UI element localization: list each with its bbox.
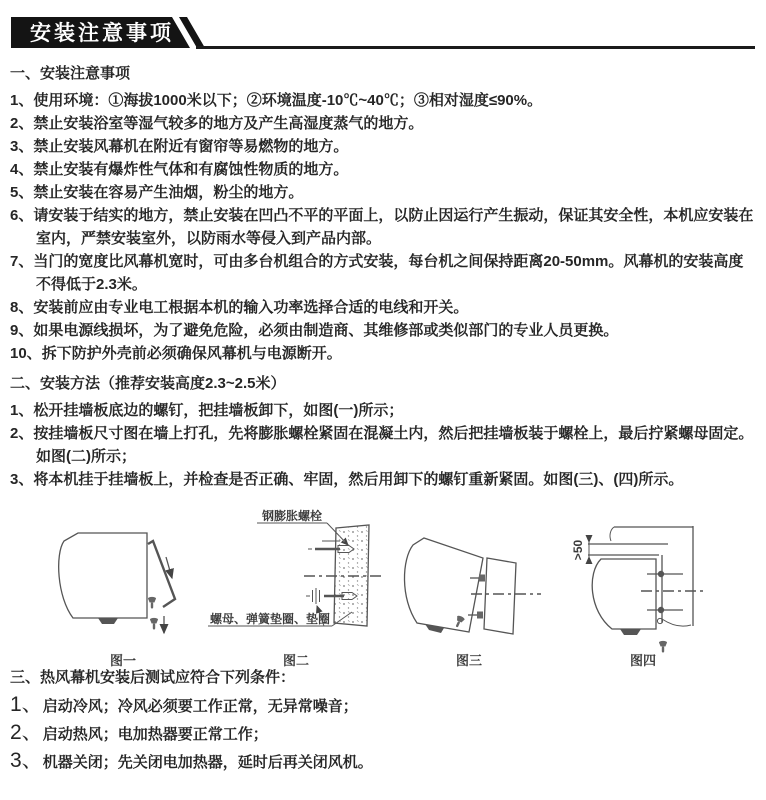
item-text: 按挂墙板尺寸图在墙上打孔，先将膨胀螺栓紧固在混凝土内，然后把挂墙板装于螺栓上，最后拧紧螺母固定。如图(二)所示； — [33, 425, 754, 465]
section1-heading: 一、安装注意事项 — [10, 65, 131, 82]
section-install-method — [10, 372, 758, 491]
list-item — [10, 135, 758, 158]
item-text: 松开挂墙板底边的螺钉，把挂墙板卸下，如图(一)所示； — [33, 402, 404, 419]
item-number: 1、 — [10, 693, 43, 716]
item-text: 请安装于结实的地方，禁止安装在凹凸不平的平面上，以防止因运行产生振动，保证其安全性，本机应安装在室内，严禁安装室外，以防雨水等侵入到产品内部。 — [33, 207, 754, 247]
header-rule-line — [196, 46, 755, 49]
section2-heading: 二、安装方法（推荐安装高度2.3~2.5米） — [10, 375, 286, 392]
item-text: 安装前应由专业电工根据本机的输入功率选择合适的电线和开关。 — [33, 299, 469, 316]
list-item — [10, 399, 758, 422]
wall-plate — [484, 558, 516, 634]
item-number: 10、 — [10, 345, 42, 362]
list-item — [10, 181, 758, 204]
item-text: 当门的宽度比风幕机宽时，可由多台机组合的方式安装，每台机之间保持距离20-50mm。风幕机的安装高度不得低于2.3米。 — [33, 253, 744, 293]
upper-bolt-head — [658, 571, 664, 577]
air-curtain-body-outline — [59, 533, 147, 618]
list-item — [10, 422, 758, 468]
air-curtain-body-mounted — [592, 559, 656, 629]
expansion-bolt-callout: 钢膨胀螺栓 — [262, 509, 323, 523]
item-number: 1、 — [10, 92, 34, 109]
figure1-label: 图一 — [109, 653, 137, 668]
list-item — [10, 692, 758, 720]
item-text: 使用环境：①海拔1000米以下；②环境温度-10℃~40℃；③相对湿度≤90%。 — [33, 92, 543, 109]
item-text: 如果电源线损坏，为了避免危险，必须由制造商、其维修部或类似部门的专业人员更换。 — [33, 322, 619, 339]
air-curtain-body-tilted — [404, 538, 483, 632]
list-item — [10, 468, 758, 491]
section3-heading: 三、热风幕机安装后测试应符合下列条件： — [10, 669, 296, 686]
item-text: 禁止安装有爆炸性气体和有腐蚀性物质的地方。 — [33, 161, 349, 178]
nut-washer-callout: 螺母、弹簧垫圈、垫圈 — [210, 612, 331, 626]
list-item — [10, 158, 758, 181]
clearance-dimension: >50 — [571, 539, 585, 561]
screw-icon — [148, 597, 156, 609]
figure-3-hang-unit — [404, 538, 541, 668]
item-text: 启动冷风；冷风必须要工作正常，无异常噪音； — [42, 698, 358, 715]
list-item — [10, 319, 758, 342]
figure2-label: 图二 — [282, 653, 310, 668]
item-number: 4、 — [10, 161, 34, 178]
item-number: 3、 — [10, 749, 43, 772]
figure-4-mounted-clearance — [571, 526, 707, 668]
item-text: 禁止安装浴室等湿气较多的地方及产生高湿度蒸气的地方。 — [33, 115, 424, 132]
item-number: 3、 — [10, 138, 34, 155]
item-number: 2、 — [10, 425, 34, 442]
list-item — [10, 748, 758, 776]
figure-1-remove-wall-plate — [59, 533, 175, 668]
ceiling-break-mark — [610, 527, 614, 541]
item-number: 6、 — [10, 207, 34, 224]
section-post-install-test — [10, 666, 758, 776]
screw-icon — [659, 641, 667, 653]
screw-icon — [150, 618, 158, 630]
item-text: 拆下防护外壳前必须确保风幕机与电源断开。 — [41, 345, 342, 362]
item-text: 禁止安装在容易产生油烟，粉尘的地方。 — [33, 184, 304, 201]
unit-foot — [98, 618, 118, 624]
item-text: 启动热风；电加热器要正常工作； — [42, 726, 268, 743]
item-number: 9、 — [10, 322, 34, 339]
lower-bolt-head — [658, 607, 664, 613]
page-title: 安装注意事项 — [30, 22, 174, 45]
item-number: 3、 — [10, 471, 34, 488]
figure-2-expansion-bolts — [208, 508, 382, 668]
list-item — [10, 342, 758, 365]
item-number: 1、 — [10, 402, 34, 419]
screw-icon — [453, 615, 465, 629]
installation-diagrams — [0, 502, 766, 672]
list-item — [10, 296, 758, 319]
section-install-precautions — [10, 62, 758, 365]
wall-bottom-break — [662, 619, 691, 626]
item-number: 7、 — [10, 253, 34, 270]
list-item — [10, 112, 758, 135]
item-number: 2、 — [10, 721, 43, 744]
item-number: 8、 — [10, 299, 34, 316]
list-item — [10, 720, 758, 748]
list-item — [10, 89, 758, 112]
unit-foot — [425, 624, 444, 633]
unit-foot — [620, 629, 641, 635]
item-text: 将本机挂于挂墙板上，并检查是否正确、牢固，然后用卸下的螺钉重新紧固。如图(三)、(四)所示。 — [33, 471, 684, 488]
lower-bolt-head — [477, 612, 483, 619]
item-text: 禁止安装风幕机在附近有窗帘等易燃物的地方。 — [33, 138, 349, 155]
figure4-label: 图四 — [629, 653, 657, 668]
item-text: 机器关闭；先关闭电加热器，延时后再关闭风机。 — [42, 754, 373, 771]
figure3-label: 图三 — [455, 653, 483, 668]
list-item — [10, 250, 758, 296]
upper-bolt-head — [479, 575, 485, 582]
item-number: 2、 — [10, 115, 34, 132]
list-item — [10, 204, 758, 250]
item-number: 5、 — [10, 184, 34, 201]
header-banner — [0, 0, 766, 62]
